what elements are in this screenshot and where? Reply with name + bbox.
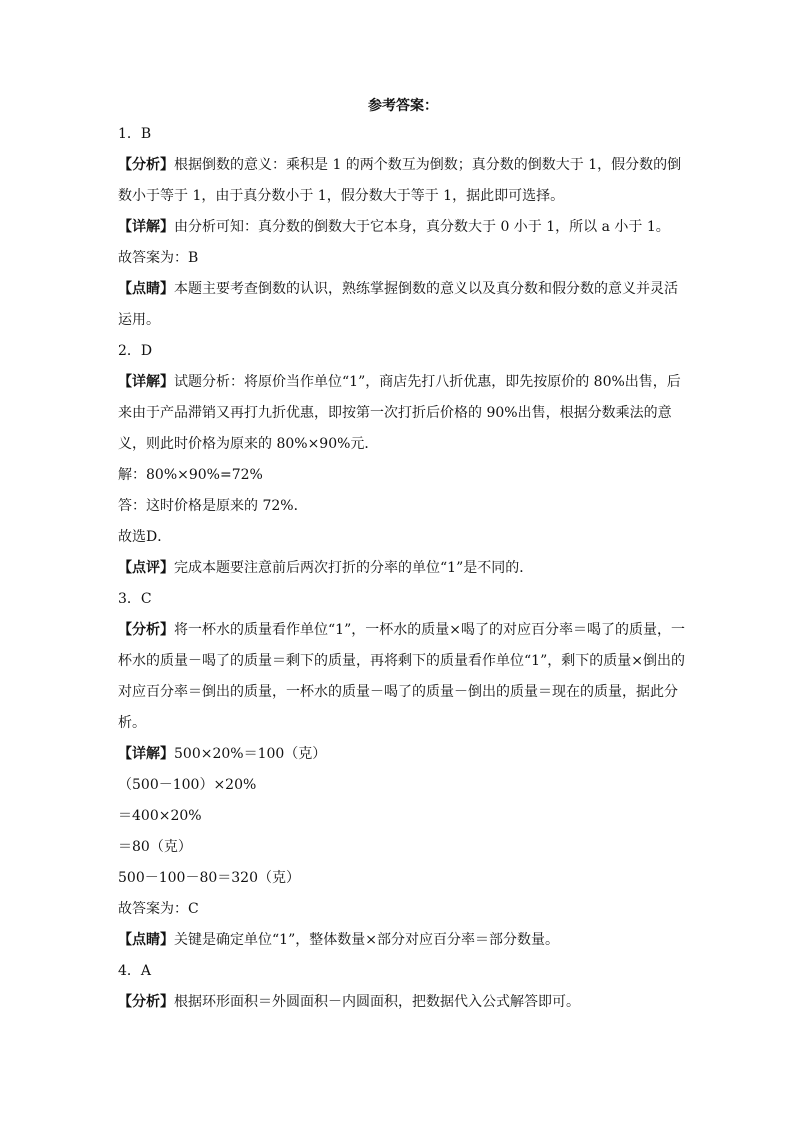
section-tag: 【详解】 bbox=[118, 374, 174, 390]
answer-line bbox=[118, 274, 688, 305]
answer-line bbox=[118, 336, 688, 367]
line-text: 由分析可知：真分数的倒数大于它本身，真分数大于 0 小于 1，所以 a 小于 1。 bbox=[174, 219, 670, 235]
page-title: 参考答案： bbox=[368, 98, 438, 114]
line-text: 析。 bbox=[118, 715, 146, 731]
answer-line bbox=[118, 181, 688, 212]
answer-line bbox=[118, 367, 688, 398]
line-text: 完成本题要注意前后两次打折的分率的单位“1”是不同的． bbox=[174, 560, 534, 576]
line-text: 本题主要考查倒数的认识，熟练掌握倒数的意义以及真分数和假分数的意义并灵活 bbox=[174, 281, 678, 297]
answer-body bbox=[118, 119, 688, 1018]
answer-line bbox=[118, 987, 688, 1018]
answer-line bbox=[118, 305, 688, 336]
line-text: 来由于产品滞销又再打九折优惠，即按第一次打折后价格的 90%出售，根据分数乘法的意 bbox=[118, 405, 672, 421]
line-text: 答：这时价格是原来的 72%． bbox=[118, 498, 308, 514]
answer-line bbox=[118, 770, 688, 801]
line-text: （500－100）×20% bbox=[118, 777, 257, 793]
answer-line bbox=[118, 832, 688, 863]
line-text: 数小于等于 1，由于真分数小于 1，假分数大于等于 1，据此即可选择。 bbox=[118, 188, 565, 204]
line-text: ＝400×20% bbox=[118, 808, 202, 824]
answer-line bbox=[118, 615, 688, 646]
section-tag: 【分析】 bbox=[118, 994, 174, 1010]
line-text: 关键是确定单位“1”，整体数量×部分对应百分率＝部分数量。 bbox=[174, 932, 559, 948]
line-text: 根据倒数的意义：乘积是 1 的两个数互为倒数；真分数的倒数大于 1，假分数的倒 bbox=[174, 157, 682, 173]
section-tag: 【点睛】 bbox=[118, 281, 174, 297]
answer-line bbox=[118, 801, 688, 832]
answer-line bbox=[118, 429, 688, 460]
line-text: ＝80（克） bbox=[118, 839, 192, 855]
line-text: 2．D bbox=[118, 343, 153, 359]
line-text: 1．B bbox=[118, 126, 152, 142]
answer-line bbox=[118, 522, 688, 553]
answer-line bbox=[118, 584, 688, 615]
section-tag: 【点评】 bbox=[118, 560, 174, 576]
line-text: 对应百分率＝倒出的质量，一杯水的质量－喝了的质量－倒出的质量＝现在的质量，据此分 bbox=[118, 684, 678, 700]
section-tag: 【分析】 bbox=[118, 157, 174, 173]
line-text: 将一杯水的质量看作单位“1”，一杯水的质量×喝了的对应百分率＝喝了的质量，一 bbox=[174, 622, 685, 638]
line-text: 义，则此时价格为原来的 80%×90%元． bbox=[118, 436, 379, 452]
line-text: 故答案为：B bbox=[118, 250, 199, 266]
answer-line bbox=[118, 150, 688, 181]
answer-line bbox=[118, 491, 688, 522]
answer-line bbox=[118, 708, 688, 739]
answer-line bbox=[118, 460, 688, 491]
section-tag: 【详解】 bbox=[118, 746, 174, 762]
line-text: 500×20%＝100（克） bbox=[174, 746, 327, 762]
line-text: 根据环形面积＝外圆面积－内圆面积，把数据代入公式解答即可。 bbox=[174, 994, 580, 1010]
section-tag: 【点睛】 bbox=[118, 932, 174, 948]
section-tag: 【分析】 bbox=[118, 622, 174, 638]
answer-line bbox=[118, 553, 688, 584]
line-text: 故答案为：C bbox=[118, 901, 199, 917]
line-text: 杯水的质量－喝了的质量＝剩下的质量，再将剩下的质量看作单位“1”，剩下的质量×倒出的 bbox=[118, 653, 685, 669]
line-text: 运用。 bbox=[118, 312, 160, 328]
answer-line bbox=[118, 925, 688, 956]
answer-line bbox=[118, 212, 688, 243]
answer-line bbox=[118, 243, 688, 274]
answer-line bbox=[118, 119, 688, 150]
answer-line bbox=[118, 677, 688, 708]
answer-line bbox=[118, 894, 688, 925]
line-text: 500－100－80＝320（克） bbox=[118, 870, 300, 886]
answer-line bbox=[118, 863, 688, 894]
answer-line bbox=[118, 739, 688, 770]
answer-line bbox=[118, 646, 688, 677]
answer-line bbox=[118, 398, 688, 429]
line-text: 试题分析：将原价当作单位“1”，商店先打八折优惠，即先按原价的 80%出售，后 bbox=[174, 374, 681, 390]
line-text: 解：80%×90%=72% bbox=[118, 467, 263, 483]
line-text: 故选D． bbox=[118, 529, 172, 545]
section-tag: 【详解】 bbox=[118, 219, 174, 235]
answer-document bbox=[118, 96, 688, 1018]
answer-line bbox=[118, 956, 688, 987]
line-text: 3．C bbox=[118, 591, 152, 607]
line-text: 4．A bbox=[118, 963, 152, 979]
